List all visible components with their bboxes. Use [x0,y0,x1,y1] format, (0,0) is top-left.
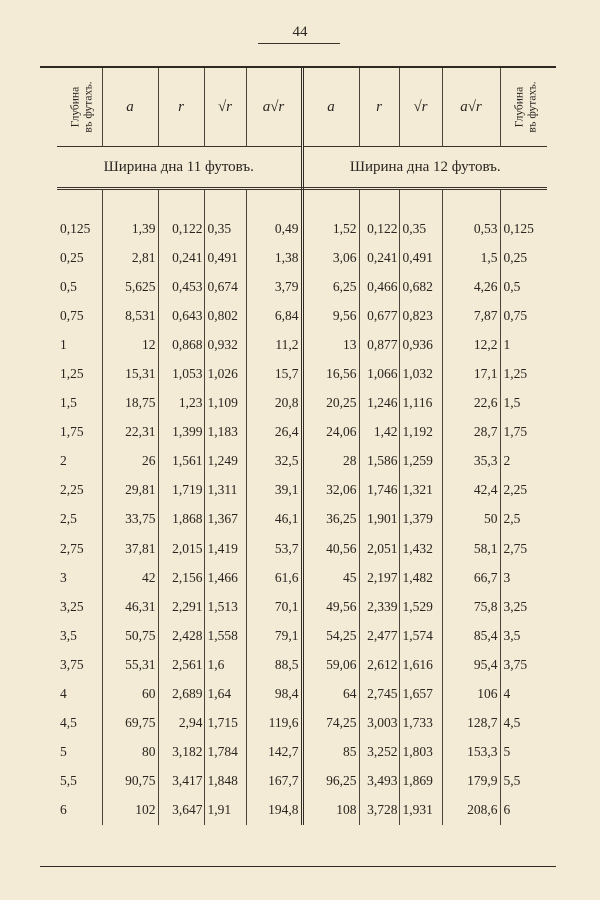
cell-r1: 1,719 [158,476,204,505]
spacer-row [57,189,547,215]
cell-a2: 32,06 [326,482,357,498]
cell-r1: 1,23 [158,389,204,418]
section-title-row [57,147,547,189]
cell-a2: 16,56 [326,366,357,382]
cell-a1: 69,75 [102,709,158,738]
cell-s1: 1,64 [204,680,246,709]
cell-s2: 1,432 [399,534,442,563]
cell-p2: 58,1 [442,534,500,563]
cell-depth: 5,5 [60,773,77,789]
cell-r2: 3,728 [359,796,399,825]
cell-depth: 3 [60,569,67,585]
cell-s1: 0,491 [204,243,246,272]
section-title-left: Ширина дна 11 футовъ. [57,147,302,189]
cell-depth: 0,25 [60,249,84,265]
cell-r2: 3,493 [359,767,399,796]
cell-d2: 5,5 [500,767,547,796]
table-row [57,563,547,592]
cell-r1: 1,868 [158,505,204,534]
cell-r1: 2,689 [158,680,204,709]
cell-d2: 2,75 [500,534,547,563]
cell-s1: 0,35 [204,214,246,243]
page-number-rule [258,43,340,44]
cell-r2: 1,746 [359,476,399,505]
table-row [57,272,547,301]
cell-p1: 167,7 [246,767,302,796]
hydraulic-table [57,68,547,825]
cell-a1: 33,75 [102,505,158,534]
table-row [57,243,547,272]
table-row [57,680,547,709]
table-row [57,534,547,563]
cell-d2: 4 [500,680,547,709]
cell-d2: 3 [500,563,547,592]
cell-d2: 2,25 [500,476,547,505]
cell-s1: 1,6 [204,650,246,679]
cell-a1: 80 [102,738,158,767]
table-bottom-rule [40,866,556,867]
cell-r1: 1,053 [158,359,204,388]
cell-r1: 0,122 [158,214,204,243]
cell-a1: 29,81 [102,476,158,505]
cell-s2: 0,823 [399,301,442,330]
cell-s2: 1,869 [399,767,442,796]
cell-depth: 6 [60,802,67,818]
cell-r2: 2,612 [359,650,399,679]
cell-r1: 0,868 [158,330,204,359]
cell-s2: 0,35 [399,214,442,243]
cell-p2: 22,6 [442,389,500,418]
cell-s1: 1,109 [204,389,246,418]
cell-r1: 2,156 [158,563,204,592]
cell-s1: 0,932 [204,330,246,359]
cell-p1: 0,49 [246,214,302,243]
cell-p2: 28,7 [442,418,500,447]
cell-a1: 8,531 [102,301,158,330]
cell-depth: 1,25 [60,366,84,382]
cell-r2: 0,122 [359,214,399,243]
table-row [57,214,547,243]
cell-s2: 0,491 [399,243,442,272]
cell-a2: 1,52 [332,220,357,236]
cell-p2: 95,4 [442,650,500,679]
column-header-row [57,68,547,147]
cell-a1: 15,31 [102,359,158,388]
cell-a2: 3,06 [332,249,357,265]
header-a-sqrt-r-right: a√r [442,68,500,147]
cell-a1: 50,75 [102,621,158,650]
cell-r1: 2,428 [158,621,204,650]
cell-s1: 1,311 [204,476,246,505]
cell-s2: 0,936 [399,330,442,359]
cell-s1: 1,419 [204,534,246,563]
cell-p1: 6,84 [246,301,302,330]
cell-depth: 3,25 [60,598,84,614]
cell-r1: 1,399 [158,418,204,447]
cell-a2: 85 [343,744,357,760]
cell-r2: 2,339 [359,592,399,621]
cell-a1: 37,81 [102,534,158,563]
cell-p2: 7,87 [442,301,500,330]
cell-p2: 35,3 [442,447,500,476]
cell-p1: 61,6 [246,563,302,592]
cell-r2: 1,901 [359,505,399,534]
cell-a2: 49,56 [326,598,357,614]
cell-s2: 1,032 [399,359,442,388]
cell-p1: 79,1 [246,621,302,650]
cell-p1: 1,38 [246,243,302,272]
cell-d2: 0,125 [500,214,547,243]
cell-depth: 3,75 [60,656,84,672]
cell-a1: 60 [102,680,158,709]
cell-depth: 2,25 [60,482,84,498]
table-row [57,709,547,738]
cell-d2: 0,75 [500,301,547,330]
cell-a2: 20,25 [326,395,357,411]
cell-d2: 2,5 [500,505,547,534]
cell-a2: 59,06 [326,656,357,672]
cell-depth: 5 [60,744,67,760]
header-depth-left: Глубина въ футахъ. [69,81,95,133]
cell-p1: 3,79 [246,272,302,301]
cell-s1: 1,513 [204,592,246,621]
header-sqrt-r-left: √r [204,68,246,147]
cell-a2: 54,25 [326,627,357,643]
cell-a1: 22,31 [102,418,158,447]
table-row [57,389,547,418]
cell-s2: 1,116 [399,389,442,418]
cell-a1: 90,75 [102,767,158,796]
cell-p2: 66,7 [442,563,500,592]
cell-d2: 6 [500,796,547,825]
cell-r2: 1,586 [359,447,399,476]
cell-s2: 1,931 [399,796,442,825]
cell-a2: 28 [343,453,357,469]
cell-r2: 2,745 [359,680,399,709]
cell-p2: 75,8 [442,592,500,621]
cell-p2: 4,26 [442,272,500,301]
cell-s1: 1,466 [204,563,246,592]
cell-r1: 3,182 [158,738,204,767]
header-r-right: r [359,68,399,147]
cell-a1: 42 [102,563,158,592]
cell-s2: 1,482 [399,563,442,592]
cell-p1: 46,1 [246,505,302,534]
cell-s1: 1,558 [204,621,246,650]
cell-s1: 0,674 [204,272,246,301]
cell-p1: 88,5 [246,650,302,679]
table-row [57,592,547,621]
table-row [57,796,547,825]
cell-d2: 4,5 [500,709,547,738]
cell-r1: 0,643 [158,301,204,330]
cell-s1: 1,715 [204,709,246,738]
cell-r1: 2,015 [158,534,204,563]
cell-d2: 1,25 [500,359,547,388]
cell-r1: 3,417 [158,767,204,796]
cell-s1: 1,026 [204,359,246,388]
table-row [57,505,547,534]
header-r-left: r [158,68,204,147]
table-row [57,476,547,505]
cell-r2: 2,197 [359,563,399,592]
header-a-left: a [102,68,158,147]
cell-r1: 0,453 [158,272,204,301]
cell-a1: 102 [102,796,158,825]
cell-p1: 20,8 [246,389,302,418]
cell-p2: 50 [442,505,500,534]
cell-depth: 0,75 [60,307,84,323]
cell-r2: 3,252 [359,738,399,767]
cell-a2: 74,25 [326,715,357,731]
cell-s2: 1,733 [399,709,442,738]
cell-a2: 6,25 [332,278,357,294]
cell-p1: 15,7 [246,359,302,388]
cell-d2: 2 [500,447,547,476]
cell-a2: 9,56 [332,307,357,323]
cell-a2: 36,25 [326,511,357,527]
cell-depth: 0,5 [60,278,77,294]
cell-r1: 0,241 [158,243,204,272]
cell-d2: 3,5 [500,621,547,650]
cell-p2: 1,5 [442,243,500,272]
cell-p2: 179,9 [442,767,500,796]
cell-p1: 119,6 [246,709,302,738]
table-row [57,359,547,388]
cell-s1: 0,802 [204,301,246,330]
cell-r1: 1,561 [158,447,204,476]
cell-a1: 1,39 [102,214,158,243]
cell-r2: 2,477 [359,621,399,650]
cell-p2: 12,2 [442,330,500,359]
table-row [57,447,547,476]
cell-s2: 1,574 [399,621,442,650]
cell-s1: 1,91 [204,796,246,825]
cell-s1: 1,249 [204,447,246,476]
cell-d2: 5 [500,738,547,767]
cell-s2: 1,192 [399,418,442,447]
header-a-right: a [327,98,335,115]
cell-r2: 0,677 [359,301,399,330]
cell-d2: 0,5 [500,272,547,301]
cell-depth: 4 [60,686,67,702]
cell-s1: 1,367 [204,505,246,534]
cell-s1: 1,183 [204,418,246,447]
cell-p1: 142,7 [246,738,302,767]
cell-r2: 0,877 [359,330,399,359]
cell-s2: 0,682 [399,272,442,301]
cell-p2: 0,53 [442,214,500,243]
cell-p1: 53,7 [246,534,302,563]
cell-r2: 3,003 [359,709,399,738]
table-row [57,767,547,796]
cell-p1: 194,8 [246,796,302,825]
cell-r2: 0,241 [359,243,399,272]
cell-p1: 26,4 [246,418,302,447]
cell-p1: 32,5 [246,447,302,476]
table-row [57,301,547,330]
cell-depth: 2,75 [60,540,84,556]
cell-r2: 1,066 [359,359,399,388]
table-row [57,621,547,650]
cell-s2: 1,259 [399,447,442,476]
cell-p2: 42,4 [442,476,500,505]
cell-p1: 11,2 [246,330,302,359]
cell-p2: 17,1 [442,359,500,388]
header-sqrt-r-right: √r [399,68,442,147]
cell-s1: 1,784 [204,738,246,767]
cell-p2: 153,3 [442,738,500,767]
cell-s2: 1,321 [399,476,442,505]
cell-a2: 64 [343,686,357,702]
cell-a1: 12 [102,330,158,359]
cell-r2: 1,246 [359,389,399,418]
cell-a1: 26 [102,447,158,476]
cell-r2: 0,466 [359,272,399,301]
cell-a1: 5,625 [102,272,158,301]
cell-r1: 2,94 [158,709,204,738]
cell-d2: 1 [500,330,547,359]
cell-d2: 1,75 [500,418,547,447]
cell-r1: 3,647 [158,796,204,825]
cell-depth: 0,125 [60,220,91,236]
cell-depth: 2 [60,453,67,469]
cell-a1: 2,81 [102,243,158,272]
table-row [57,330,547,359]
cell-a2: 96,25 [326,773,357,789]
cell-a2: 13 [343,336,357,352]
cell-a1: 18,75 [102,389,158,418]
cell-a2: 45 [343,569,357,585]
cell-depth: 2,5 [60,511,77,527]
header-a-sqrt-r-left: a√r [246,68,302,147]
cell-depth: 1,5 [60,395,77,411]
cell-s2: 1,529 [399,592,442,621]
cell-p1: 98,4 [246,680,302,709]
cell-s2: 1,379 [399,505,442,534]
cell-a2: 24,06 [326,424,357,440]
header-depth-right: Глубина въ футахъ. [500,68,547,147]
cell-s2: 1,657 [399,680,442,709]
cell-depth: 1 [60,336,67,352]
table-row [57,650,547,679]
section-title-right: Ширина дна 12 футовъ. [302,147,547,189]
cell-depth: 1,75 [60,424,84,440]
cell-r2: 2,051 [359,534,399,563]
cell-r1: 2,561 [158,650,204,679]
cell-p1: 39,1 [246,476,302,505]
cell-p2: 85,4 [442,621,500,650]
cell-s1: 1,848 [204,767,246,796]
cell-a1: 46,31 [102,592,158,621]
cell-s2: 1,616 [399,650,442,679]
cell-d2: 3,25 [500,592,547,621]
table-row [57,738,547,767]
cell-p2: 106 [442,680,500,709]
cell-r2: 1,42 [359,418,399,447]
cell-s2: 1,803 [399,738,442,767]
cell-depth: 4,5 [60,715,77,731]
cell-p1: 70,1 [246,592,302,621]
cell-d2: 1,5 [500,389,547,418]
table-row [57,418,547,447]
cell-d2: 0,25 [500,243,547,272]
cell-d2: 3,75 [500,650,547,679]
cell-a1: 55,31 [102,650,158,679]
cell-r1: 2,291 [158,592,204,621]
cell-a2: 108 [336,802,357,818]
cell-a2: 40,56 [326,540,357,556]
cell-depth: 3,5 [60,627,77,643]
page-number: 44 [292,24,308,40]
cell-p2: 128,7 [442,709,500,738]
cell-p2: 208,6 [442,796,500,825]
